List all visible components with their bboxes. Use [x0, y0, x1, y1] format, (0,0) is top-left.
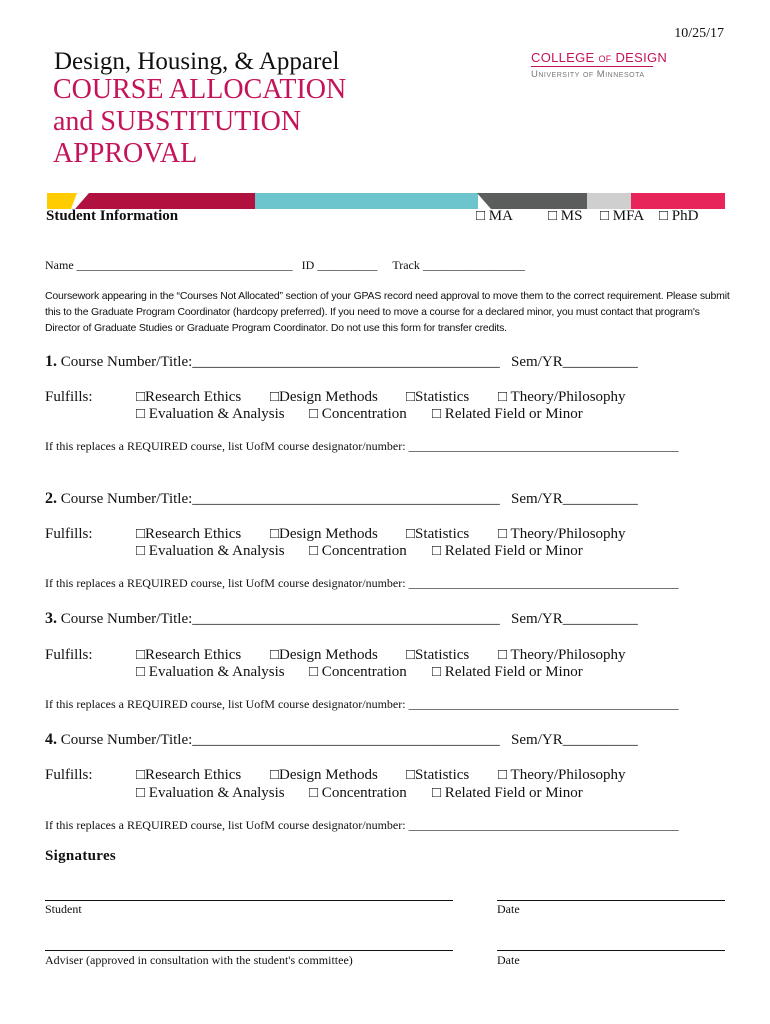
option-theory-philosophy[interactable]: □ Theory/Philosophy: [498, 389, 626, 405]
option-design-methods[interactable]: □Design Methods: [270, 767, 378, 783]
course-title-label: Course Number/Title:: [60, 732, 193, 748]
course-number: 1.: [45, 353, 57, 370]
form-title-line: COURSE ALLOCATION: [53, 74, 347, 105]
adviser-signature-label: Adviser (approved in consultation with the student's committee): [45, 953, 353, 967]
replace-text: If this replaces a REQUIRED course, list UofM course designator/number:: [45, 439, 409, 453]
student-info-heading: Student Information: [46, 208, 179, 224]
option-statistics[interactable]: □Statistics: [406, 526, 470, 542]
replace-field[interactable]: _____________________________________________: [408, 576, 679, 590]
logo-design: DESIGN: [615, 50, 668, 65]
option-evaluation-analysis[interactable]: □ Evaluation & Analysis: [136, 406, 285, 422]
signatures-heading: Signatures: [45, 848, 117, 864]
fulfills-label: Fulfills:: [45, 389, 93, 405]
replace-text: If this replaces a REQUIRED course, list UofM course designator/number:: [45, 697, 409, 711]
student-id-row: [45, 258, 525, 273]
sem-field[interactable]: __________: [562, 611, 638, 627]
color-band-red: [75, 193, 255, 209]
replace-row: [45, 818, 679, 833]
course-number: 2.: [45, 490, 57, 507]
option-research-ethics[interactable]: □Research Ethics: [136, 767, 242, 783]
adviser-signature-line[interactable]: [45, 950, 453, 951]
replace-text: If this replaces a REQUIRED course, list UofM course designator/number:: [45, 576, 409, 590]
replace-row: [45, 697, 679, 712]
logo-college: COLLEGE: [531, 50, 595, 65]
option-theory-philosophy[interactable]: □ Theory/Philosophy: [498, 647, 626, 663]
logo-of: OF: [598, 54, 612, 64]
option-concentration[interactable]: □ Concentration: [309, 543, 407, 559]
sem-label: Sem/YR: [511, 611, 563, 627]
student-signature-line[interactable]: [45, 900, 453, 901]
option-design-methods[interactable]: □Design Methods: [270, 647, 378, 663]
student-date-label: Date: [497, 902, 520, 916]
option-evaluation-analysis[interactable]: □ Evaluation & Analysis: [136, 785, 285, 801]
option-statistics[interactable]: □Statistics: [406, 389, 470, 405]
option-theory-philosophy[interactable]: □ Theory/Philosophy: [498, 767, 626, 783]
replace-text: If this replaces a REQUIRED course, list UofM course designator/number:: [45, 818, 409, 832]
degree-checkbox-ma[interactable]: □ MA: [476, 208, 513, 224]
color-band-gray: [477, 193, 587, 209]
form-date: 10/25/17: [674, 26, 724, 41]
degree-checkbox-phd[interactable]: □ PhD: [659, 208, 699, 224]
color-band-light: [587, 193, 631, 209]
id-field[interactable]: __________: [317, 258, 378, 272]
option-concentration[interactable]: □ Concentration: [309, 664, 407, 680]
fulfills-label: Fulfills:: [45, 767, 93, 783]
sem-field[interactable]: __________: [562, 491, 638, 507]
fulfills-label: Fulfills:: [45, 647, 93, 663]
course-title-field[interactable]: _________________________________________: [192, 491, 500, 507]
option-related-field-minor[interactable]: □ Related Field or Minor: [432, 785, 583, 801]
track-field[interactable]: _________________: [422, 258, 525, 272]
college-logo: [531, 50, 667, 65]
sem-field[interactable]: __________: [562, 732, 638, 748]
student-date-line[interactable]: [497, 900, 725, 901]
option-statistics[interactable]: □Statistics: [406, 647, 470, 663]
option-research-ethics[interactable]: □Research Ethics: [136, 389, 242, 405]
name-label: Name: [45, 258, 74, 272]
course-number: 3.: [45, 610, 57, 627]
course-title-field[interactable]: _________________________________________: [192, 354, 500, 370]
option-design-methods[interactable]: □Design Methods: [270, 526, 378, 542]
course-title-label: Course Number/Title:: [60, 611, 193, 627]
sem-label: Sem/YR: [511, 491, 563, 507]
color-band-yellow: [47, 193, 77, 209]
degree-checkbox-mfa[interactable]: □ MFA: [600, 208, 645, 224]
id-label: ID: [301, 258, 315, 272]
replace-row: [45, 576, 679, 591]
student-signature-label: Student: [45, 902, 82, 916]
option-related-field-minor[interactable]: □ Related Field or Minor: [432, 543, 583, 559]
logo-university: University of Minnesota: [531, 69, 645, 80]
sem-label: Sem/YR: [511, 354, 563, 370]
adviser-date-label: Date: [497, 953, 520, 967]
color-band-pink: [631, 193, 725, 209]
option-theory-philosophy[interactable]: □ Theory/Philosophy: [498, 526, 626, 542]
course-4-row: [45, 731, 638, 749]
option-evaluation-analysis[interactable]: □ Evaluation & Analysis: [136, 664, 285, 680]
course-2-row: [45, 490, 638, 508]
degree-checkbox-ms[interactable]: □ MS: [548, 208, 583, 224]
department-name: Design, Housing, & Apparel: [54, 48, 340, 75]
replace-field[interactable]: _____________________________________________: [408, 818, 679, 832]
option-evaluation-analysis[interactable]: □ Evaluation & Analysis: [136, 543, 285, 559]
name-field[interactable]: ____________________________________: [76, 258, 293, 272]
replace-field[interactable]: _____________________________________________: [408, 697, 679, 711]
option-statistics[interactable]: □Statistics: [406, 767, 470, 783]
form-title-line: and SUBSTITUTION: [53, 106, 302, 137]
sem-field[interactable]: __________: [562, 354, 638, 370]
adviser-date-line[interactable]: [497, 950, 725, 951]
option-concentration[interactable]: □ Concentration: [309, 785, 407, 801]
color-band-teal: [255, 193, 478, 209]
replace-field[interactable]: _____________________________________________: [408, 439, 679, 453]
form-title-line: APPROVAL: [53, 138, 198, 169]
course-title-field[interactable]: _________________________________________: [192, 732, 500, 748]
course-title-label: Course Number/Title:: [60, 354, 193, 370]
fulfills-label: Fulfills:: [45, 526, 93, 542]
option-concentration[interactable]: □ Concentration: [309, 406, 407, 422]
sem-label: Sem/YR: [511, 732, 563, 748]
form-title: [53, 74, 346, 170]
option-research-ethics[interactable]: □Research Ethics: [136, 647, 242, 663]
course-title-label: Course Number/Title:: [60, 491, 193, 507]
course-3-row: [45, 610, 638, 628]
replace-row: [45, 439, 679, 454]
logo-divider: [531, 66, 653, 67]
course-1-row: [45, 353, 638, 371]
option-design-methods[interactable]: □Design Methods: [270, 389, 378, 405]
track-label: Track: [392, 258, 420, 272]
instructions-note: Coursework appearing in the “Courses Not Allocated” section of your GPAS record need approval to move them to the correct requirement. Please submit this to the Graduate Program Coordinator (hardcopy preferred). If you need to move a course for a declared minor, you must contact that program's Director of Graduate Studies or Graduate Program Coordinator. Do not use this form for transfer credits.: [45, 290, 730, 334]
option-related-field-minor[interactable]: □ Related Field or Minor: [432, 664, 583, 680]
course-number: 4.: [45, 731, 57, 748]
option-related-field-minor[interactable]: □ Related Field or Minor: [432, 406, 583, 422]
option-research-ethics[interactable]: □Research Ethics: [136, 526, 242, 542]
course-title-field[interactable]: _________________________________________: [192, 611, 500, 627]
